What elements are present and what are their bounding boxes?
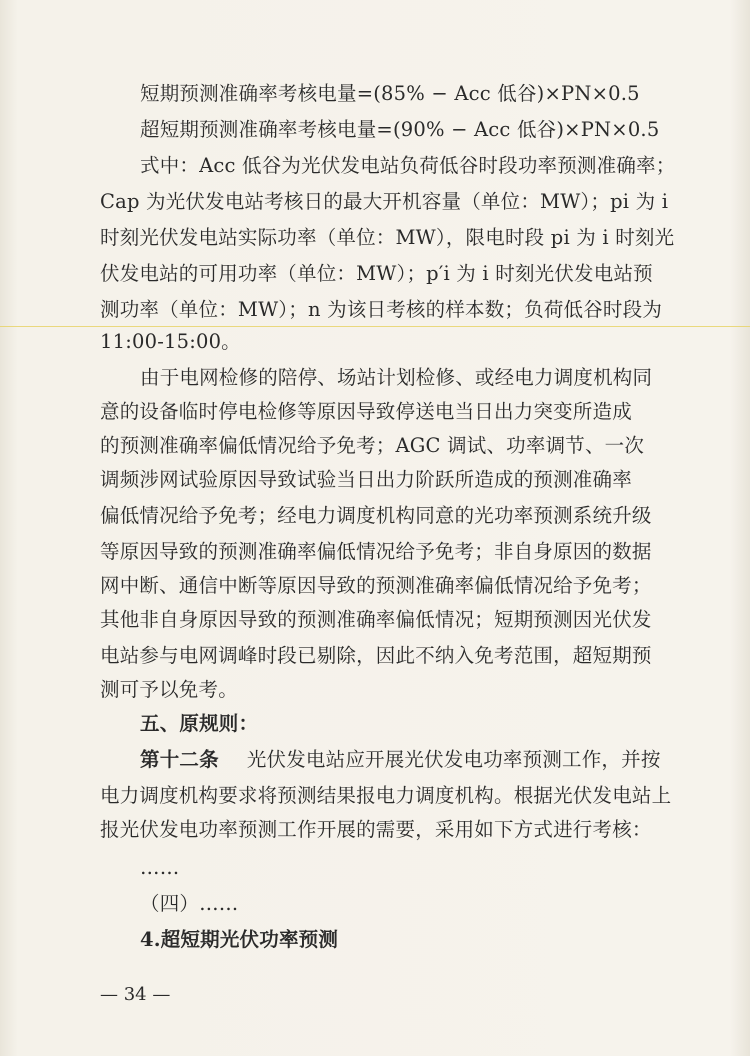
subsection-four: （四）…… (140, 892, 239, 915)
formula-ultra-short-term: 超短期预测准确率考核电量=(90% − Acc 低谷)×PN×0.5 (140, 118, 660, 141)
item-ultra-short-term-pv: 4.超短期光伏功率预测 (140, 928, 339, 951)
definition-n: 测功率（单位：MW）；n 为该日考核的样本数；负荷低谷时段为 (100, 298, 663, 321)
exemption-paragraph-line-1: 由于电网检修的陪停、场站计划检修、或经电力调度机构同 (140, 366, 653, 389)
article-number: 第十二条 (140, 748, 219, 771)
exemption-paragraph-line-5: 偏低情况给予免考；经电力调度机构同意的光功率预测系统升级 (100, 504, 652, 527)
exemption-paragraph-line-9: 电站参与电网调峰时段已剔除，因此不纳入免考范围，超短期预 (100, 644, 652, 667)
definition-pi: 时刻光伏发电站实际功率（单位：MW），限电时段 pi 为 i 时刻光 (100, 226, 675, 249)
definition-available-power: 伏发电站的可用功率（单位：MW）；p′i 为 i 时刻光伏发电站预 (100, 262, 653, 285)
exemption-paragraph-line-8: 其他非自身原因导致的预测准确率偏低情况；短期预测因光伏发 (100, 608, 652, 631)
exemption-paragraph-line-7: 网中断、通信中断等原因导致的预测准确率偏低情况给予免考； (100, 574, 652, 597)
definition-cap: Cap 为光伏发电站考核日的最大开机容量（单位：MW）；pi 为 i (100, 190, 669, 213)
article-12-text: 光伏发电站应开展光伏发电功率预测工作，并按 (246, 748, 661, 771)
formula-short-term: 短期预测准确率考核电量=(85% − Acc 低谷)×PN×0.5 (140, 82, 640, 105)
article-12-line-3: 报光伏发电功率预测工作开展的需要，采用如下方式进行考核： (100, 818, 652, 841)
low-valley-period: 11:00-15:00。 (100, 330, 241, 353)
ellipsis: …… (140, 856, 180, 879)
exemption-paragraph-line-10: 测可予以免考。 (100, 678, 238, 701)
section-heading-original-rules: 五、原规则： (140, 712, 259, 735)
article-12-line-1 (140, 744, 661, 776)
page-number: — 34 — (100, 984, 171, 1005)
exemption-paragraph-line-4: 调频涉网试验原因导致试验当日出力阶跃所造成的预测准确率 (100, 468, 632, 491)
exemption-paragraph-line-2: 意的设备临时停电检修等原因导致停送电当日出力突变所造成 (100, 400, 632, 423)
exemption-paragraph-line-6: 等原因导致的预测准确率偏低情况给予免考；非自身原因的数据 (100, 540, 652, 563)
definition-acc: 式中：Acc 低谷为光伏发电站负荷低谷时段功率预测准确率； (140, 154, 676, 177)
exemption-paragraph-line-3: 的预测准确率偏低情况给予免考；AGC 调试、功率调节、一次 (100, 434, 645, 457)
article-12-line-2: 电力调度机构要求将预测结果报电力调度机构。根据光伏发电站上 (100, 784, 672, 807)
